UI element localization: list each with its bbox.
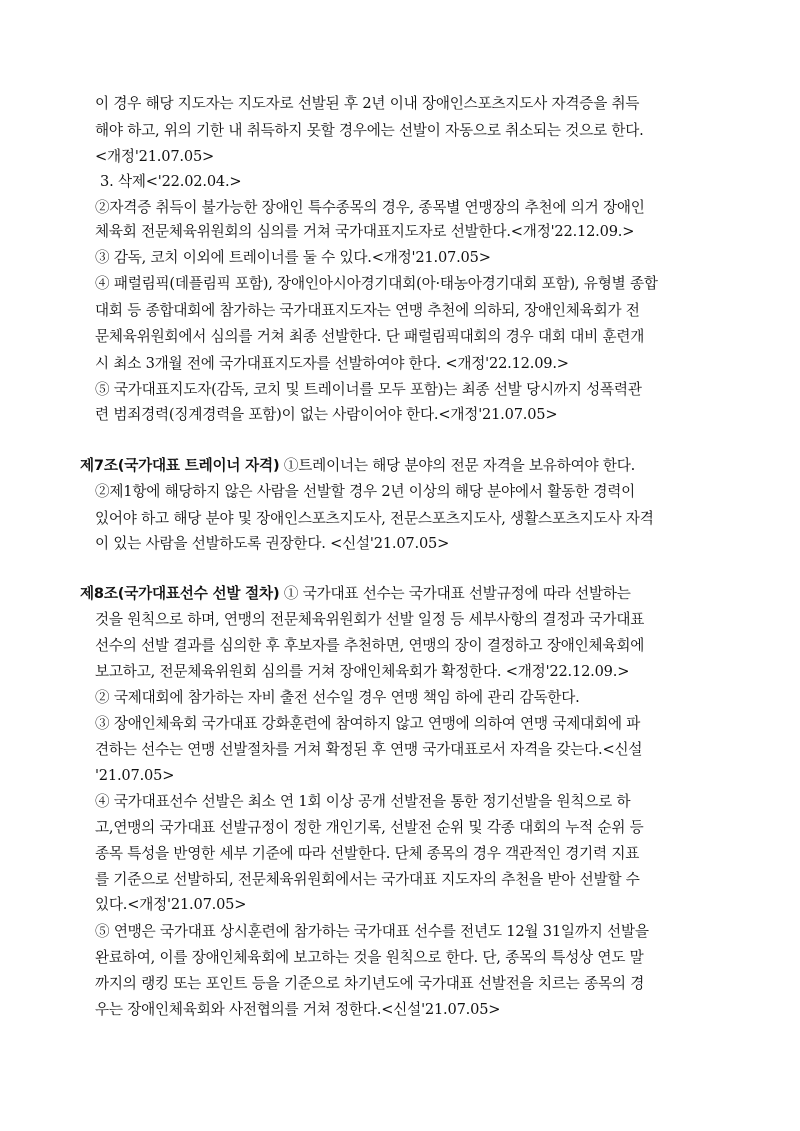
paragraph-line: 체육회 전문체육위원회의 심의를 거쳐 국가대표지도자로 선발한다.<개정'22.12.09.> <box>95 223 635 240</box>
paragraph-line: ④ 패럴림픽(데플림픽 포함), 장애인아시아경기대회(아·태농아경기대회 포함), 유형별 종합 <box>95 275 658 292</box>
paragraph-line: 까지의 랭킹 또는 포인트 등을 기준으로 차기년도에 국가대표 선발전을 치르는 종목의 경 <box>95 975 645 992</box>
paragraph-line: 완료하여, 이를 장애인체육회에 보고하는 것을 원칙으로 한다. 단, 종목의 특성상 연도 말 <box>95 949 644 966</box>
paragraph-line: 고,연맹의 국가대표 선발규정이 정한 개인기록, 선발전 순위 및 각종 대회의 누적 순위 등 <box>95 819 644 836</box>
paragraph-line: 를 기준으로 선발하되, 전문체육위원회에서는 국가대표 지도자의 추천을 받아 선발할 수 <box>95 871 640 888</box>
paragraph-line: 련 범죄경력(징계경력을 포함)이 없는 사람이어야 한다.<개정'21.07.05> <box>95 406 558 423</box>
paragraph-line: 종목 특성을 반영한 세부 기준에 따라 선발한다. 단체 종목의 경우 객관적인 경기력 지표 <box>95 845 640 862</box>
paragraph-line: 3. 삭제<'22.02.04.> <box>100 173 242 190</box>
paragraph-line: 이 있는 사람을 선발하도록 권장한다. <신설'21.07.05> <box>95 535 450 552</box>
paragraph-line: <개정'21.07.05> <box>95 148 215 165</box>
paragraph-line: 선수의 선발 결과를 심의한 후 후보자를 추천하면, 연맹의 장이 결정하고 장애인체육회에 <box>95 637 645 654</box>
article-7-heading: 제7조(국가대표 트레이너 자격) <box>80 457 280 474</box>
article-7-clause-1: ①트레이너는 해당 분야의 전문 자격을 보유하여야 한다. <box>279 457 636 474</box>
paragraph-line: 있다.<개정'21.07.05> <box>95 896 247 913</box>
article-8-first-line <box>80 584 631 604</box>
article-7-first-line <box>80 456 635 476</box>
paragraph-line: 해야 하고, 위의 기한 내 취득하지 못할 경우에는 선발이 자동으로 취소되는 것으로 한다. <box>95 122 644 139</box>
paragraph-line: ⑤ 연맹은 국가대표 상시훈련에 참가하는 국가대표 선수를 전년도 12월 31일까지 선발을 <box>95 923 649 940</box>
paragraph-line: 것을 원칙으로 하며, 연맹의 전문체육위원회가 선발 일정 등 세부사항의 결정과 국가대표 <box>95 611 645 628</box>
paragraph-line: 보고하고, 전문체육위원회 심의를 거쳐 장애인체육회가 확정한다. <개정'22.12.09.> <box>95 663 630 680</box>
paragraph-line: 대회 등 종합대회에 참가하는 국가대표지도자는 연맹 추천에 의하되, 장애인체육회가 전 <box>95 302 640 319</box>
paragraph-line: 이 경우 해당 지도자는 지도자로 선발된 후 2년 이내 장애인스포츠지도사 자격증을 취득 <box>95 95 640 112</box>
paragraph-line: ⑤ 국가대표지도자(감독, 코치 및 트레이너를 모두 포함)는 최종 선발 당시까지 성폭력관 <box>95 381 642 398</box>
paragraph-line: 견하는 선수는 연맹 선발절차를 거쳐 확정된 후 연맹 국가대표로서 자격을 갖는다.<신설 <box>95 741 643 758</box>
paragraph-line: ② 국제대회에 참가하는 자비 출전 선수일 경우 연맹 책임 하에 관리 감독한다. <box>95 689 580 706</box>
article-8-clause-1: ① 국가대표 선수는 국가대표 선발규정에 따라 선발하는 <box>279 585 631 602</box>
paragraph-line: ③ 감독, 코치 이외에 트레이너를 둘 수 있다.<개정'21.07.05> <box>95 249 491 266</box>
paragraph-line: 있어야 하고 해당 분야 및 장애인스포츠지도사, 전문스포츠지도사, 생활스포츠지도사 자격 <box>95 510 654 527</box>
article-8-heading: 제8조(국가대표선수 선발 절차) <box>80 585 280 602</box>
paragraph-line: ③ 장애인체육회 국가대표 강화훈련에 참여하지 않고 연맹에 의하여 연맹 국제대회에 파 <box>95 715 641 732</box>
paragraph-line: 시 최소 3개월 전에 국가대표지도자를 선발하여야 한다. <개정'22.12.09.> <box>95 355 569 372</box>
paragraph-line: 우는 장애인체육회와 사전협의를 거쳐 정한다.<신설'21.07.05> <box>95 1001 501 1018</box>
paragraph-line: ②제1항에 해당하지 않은 사람을 선발할 경우 2년 이상의 해당 분야에서 활동한 경력이 <box>95 483 636 500</box>
paragraph-line: ④ 국가대표선수 선발은 최소 연 1회 이상 공개 선발전을 통한 정기선발을 원칙으로 하 <box>95 793 631 810</box>
paragraph-line: ②자격증 취득이 불가능한 장애인 특수종목의 경우, 종목별 연맹장의 추천에 의거 장애인 <box>95 199 645 216</box>
paragraph-line: '21.07.05> <box>95 767 175 784</box>
paragraph-line: 문체육위원회에서 심의를 거쳐 최종 선발한다. 단 패럴림픽대회의 경우 대회 대비 훈련개 <box>95 328 645 345</box>
